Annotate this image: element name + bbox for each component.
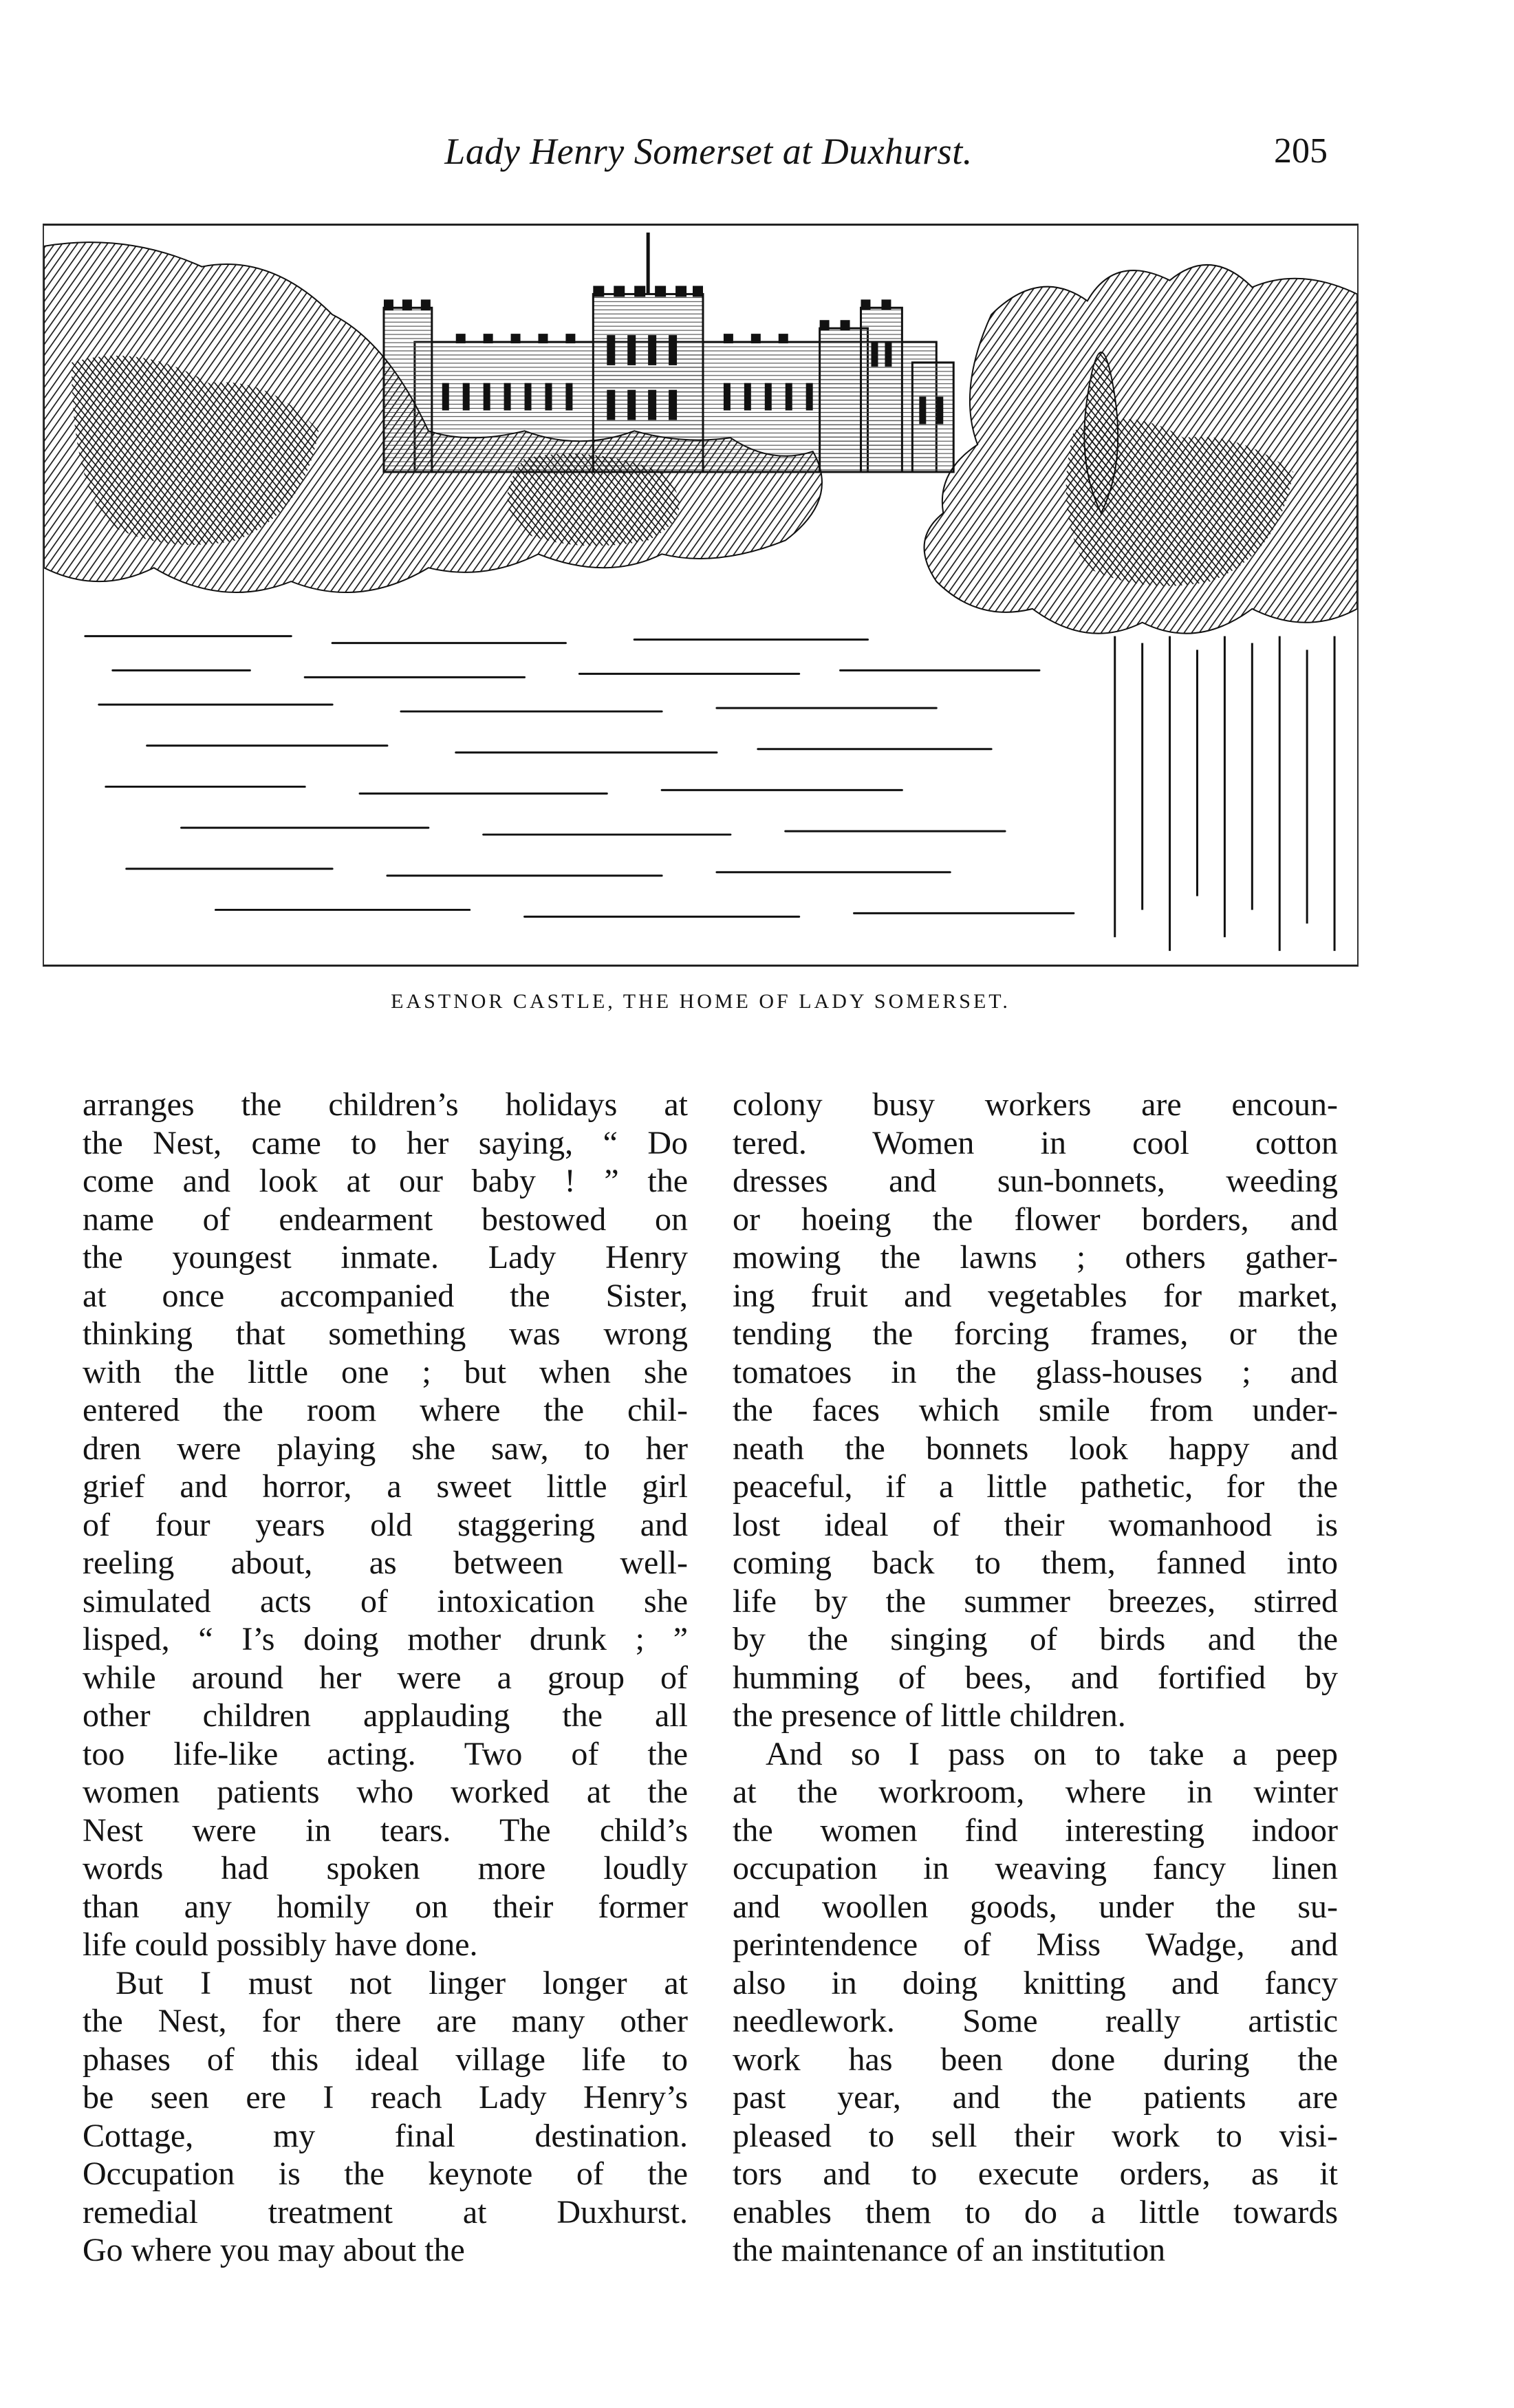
text-line: with the little one ; but when she: [83, 1353, 688, 1390]
engraving-drawing: [44, 226, 1357, 965]
text-line: tors and to execute orders, as it: [733, 2156, 1338, 2192]
text-line: arranges the children’s holidays at: [83, 1086, 688, 1123]
text-line: lost ideal of their womanhood is: [733, 1506, 1338, 1543]
text-line: dresses and sun-bonnets, weeding: [733, 1163, 1338, 1199]
text-line: Go where you may about the: [83, 2232, 465, 2268]
text-line: and woollen goods, under the su-: [733, 1888, 1338, 1925]
text-line: the women find interesting indoor: [733, 1812, 1338, 1849]
text-line: the presence of little children.: [733, 1697, 1126, 1734]
text-line: of four years old staggering and: [83, 1506, 688, 1543]
text-line: needlework. Some really artistic: [733, 2003, 1338, 2039]
figure-caption: EASTNOR CASTLE, THE HOME OF LADY SOMERSET.: [391, 990, 1010, 1013]
text-line: Nest were in tears. The child’s: [83, 1812, 688, 1849]
text-line: tending the forcing frames, or the: [733, 1315, 1338, 1352]
text-line: mowing the lawns ; others gather-: [733, 1239, 1338, 1276]
text-line: simulated acts of intoxication she: [83, 1582, 688, 1620]
text-line: by the singing of birds and the: [733, 1621, 1338, 1657]
text-line: life by the summer breezes, stirred: [733, 1582, 1338, 1620]
text-line: thinking that something was wrong: [83, 1315, 688, 1352]
text-line: life could possibly have done.: [83, 1926, 478, 1963]
castle-engraving: [43, 224, 1359, 967]
text-line: also in doing knitting and fancy: [733, 1964, 1338, 2001]
text-line: humming of bees, and fortified by: [733, 1659, 1338, 1696]
text-line: neath the bonnets look happy and: [733, 1430, 1338, 1467]
text-line: dren were playing she saw, to her: [83, 1430, 688, 1467]
text-line: reeling about, as between well-: [83, 1545, 688, 1581]
text-line: But I must not linger longer at: [116, 1964, 688, 2001]
text-line: too life-like acting. Two of the: [83, 1735, 688, 1772]
text-line: tomatoes in the glass-houses ; and: [733, 1353, 1338, 1390]
text-line: the faces which smile from under-: [733, 1392, 1338, 1428]
text-line: while around her were a group of: [83, 1659, 688, 1696]
text-line: be seen ere I reach Lady Henry’s: [83, 2079, 688, 2116]
text-line: Occupation is the keynote of the: [83, 2156, 688, 2192]
text-line: ing fruit and vegetables for market,: [733, 1277, 1338, 1314]
text-line: colony busy workers are encoun-: [733, 1086, 1338, 1123]
text-line: the maintenance of an institution: [733, 2232, 1166, 2268]
page-number: 205: [1274, 131, 1328, 171]
text-line: remedial treatment at Duxhurst.: [83, 2193, 688, 2230]
text-line: Cottage, my final destination.: [83, 2117, 688, 2154]
text-line: or hoeing the flower borders, and: [733, 1201, 1338, 1238]
text-line: at the workroom, where in winter: [733, 1774, 1338, 1810]
text-line: grief and horror, a sweet little girl: [83, 1468, 688, 1505]
text-line: entered the room where the chil-: [83, 1392, 688, 1428]
text-line: than any homily on their former: [83, 1888, 688, 1925]
text-line: women patients who worked at the: [83, 1774, 688, 1810]
text-line: And so I pass on to take a peep: [766, 1735, 1338, 1772]
text-line: coming back to them, fanned into: [733, 1545, 1338, 1581]
text-line: come and look at our baby ! ” the: [83, 1163, 688, 1199]
text-line: other children applauding the all: [83, 1697, 688, 1734]
text-column-left: [83, 1086, 688, 2270]
text-line: lisped, “ I’s doing mother drunk ; ”: [83, 1621, 688, 1657]
text-line: occupation in weaving fancy linen: [733, 1850, 1338, 1886]
text-line: the youngest inmate. Lady Henry: [83, 1239, 688, 1276]
text-line: tered. Women in cool cotton: [733, 1124, 1338, 1161]
text-line: past year, and the patients are: [733, 2079, 1338, 2116]
running-title: Lady Henry Somerset at Duxhurst.: [444, 131, 973, 172]
text-line: the Nest, for there are many other: [83, 2003, 688, 2039]
text-column-right: [733, 1086, 1338, 2270]
text-line: the Nest, came to her saying, “ Do: [83, 1124, 688, 1161]
text-line: enables them to do a little towards: [733, 2193, 1338, 2230]
text-line: perintendence of Miss Wadge, and: [733, 1926, 1338, 1963]
running-head: [0, 127, 1514, 175]
text-line: peaceful, if a little pathetic, for the: [733, 1468, 1338, 1505]
text-line: words had spoken more loudly: [83, 1850, 688, 1886]
text-line: at once accompanied the Sister,: [83, 1277, 688, 1314]
text-line: pleased to sell their work to visi-: [733, 2117, 1338, 2154]
text-line: phases of this ideal village life to: [83, 2041, 688, 2078]
text-line: work has been done during the: [733, 2041, 1338, 2078]
text-line: name of endearment bestowed on: [83, 1201, 688, 1238]
